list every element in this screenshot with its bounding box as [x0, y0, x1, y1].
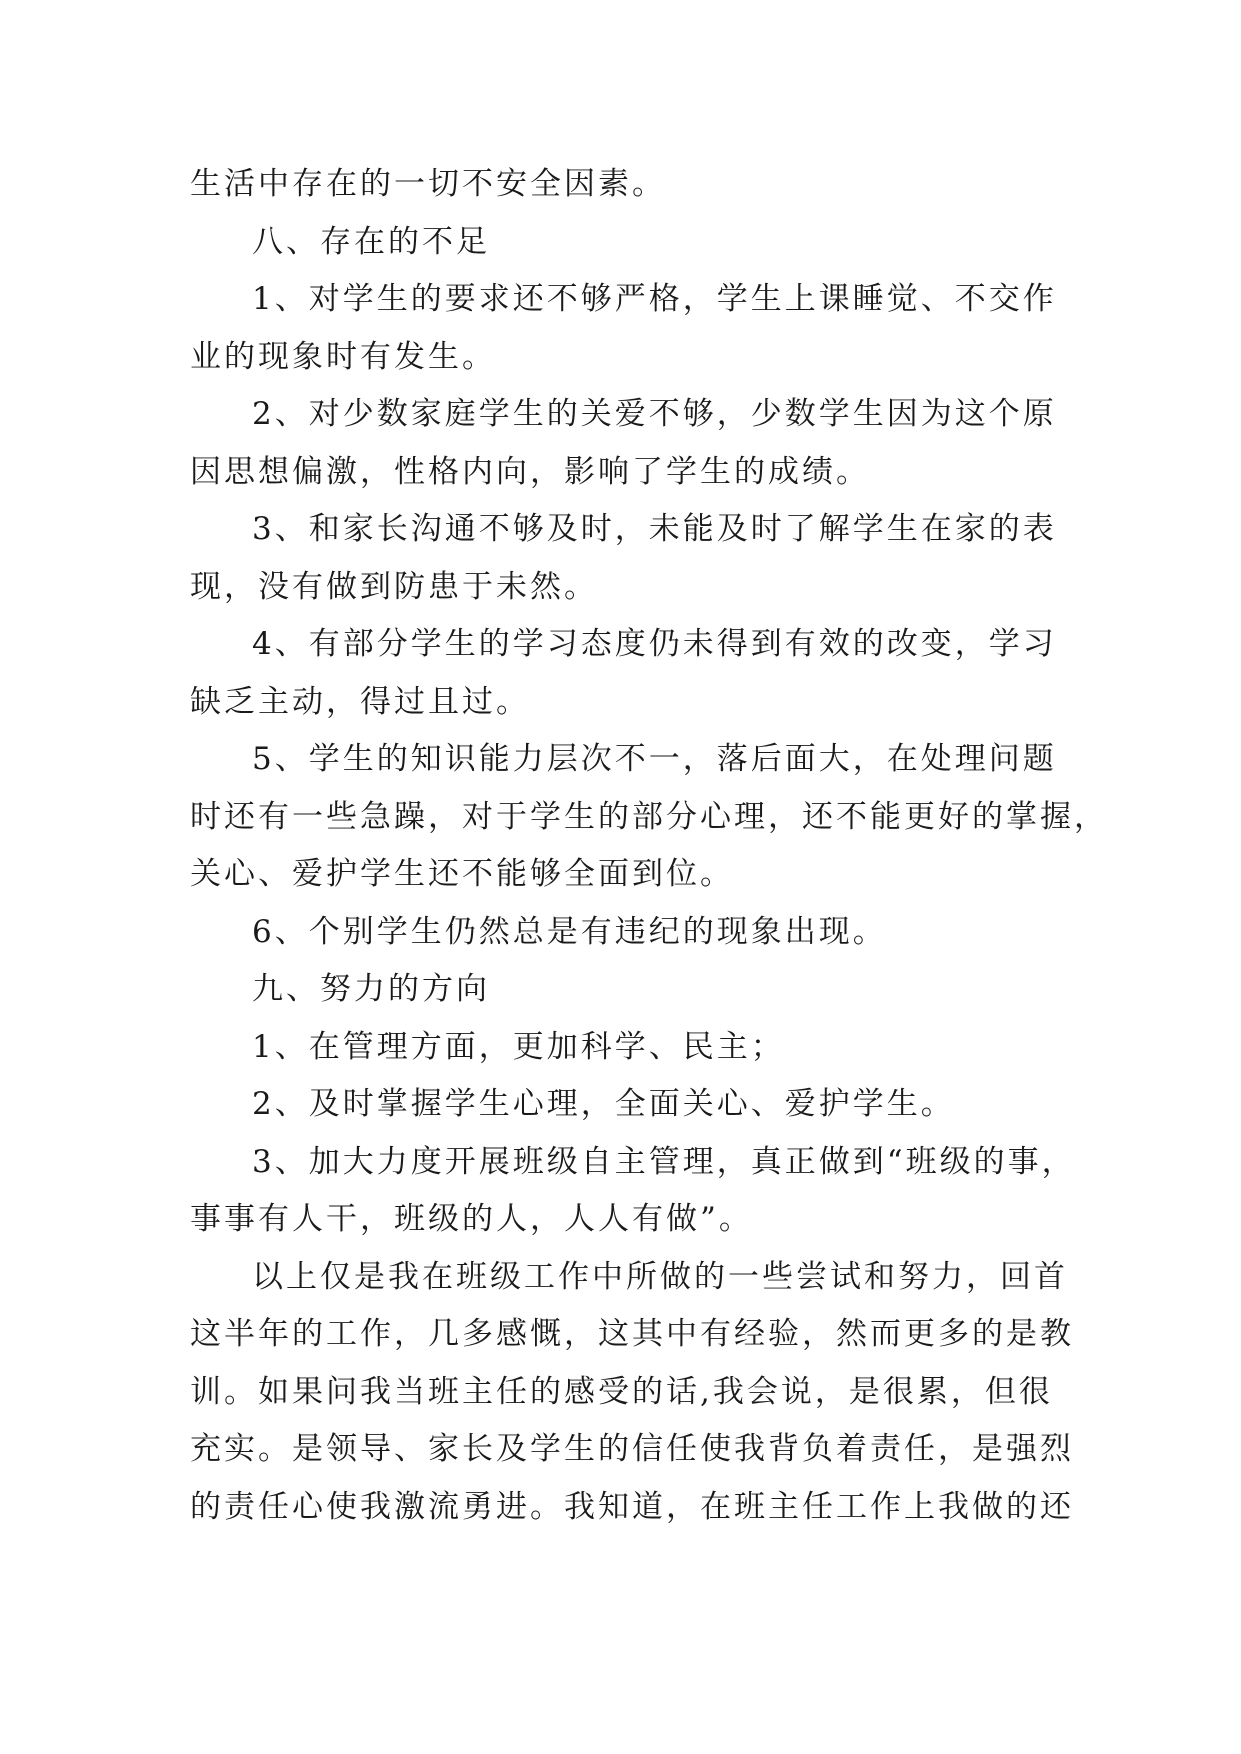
- text-line: 3、和家长沟通不够及时，未能及时了解学生在家的表: [252, 511, 1057, 547]
- text-line: 4、有部分学生的学习态度仍未得到有效的改变，学习: [252, 626, 1057, 662]
- text-line: 3、加大力度开展班级自主管理，真正做到“班级的事，: [252, 1143, 1076, 1180]
- text-line: 生活中存在的一切不安全因素。: [190, 166, 666, 202]
- section-heading: 九、努力的方向: [252, 971, 490, 1007]
- text-line: 1、在管理方面，更加科学、民主；: [252, 1028, 785, 1065]
- text-line: 1、对学生的要求还不够严格，学生上课睡觉、不交作: [252, 281, 1057, 317]
- text-line: 6、个别学生仍然总是有违纪的现象出现。: [252, 913, 887, 950]
- text-line: 事事有人干，班级的人，人人有做”。: [190, 1201, 753, 1237]
- text-line: 缺乏主动，得过且过。: [190, 683, 530, 720]
- section-heading: 八、存在的不足: [252, 223, 490, 260]
- document-body: [190, 156, 1108, 1536]
- text-line: 现，没有做到防患于未然。: [190, 568, 598, 605]
- text-line: 因思想偏激，性格内向，影响了学生的成绩。: [190, 453, 870, 490]
- text-line: 2、对少数家庭学生的关爱不够，少数学生因为这个原: [252, 396, 1057, 432]
- text-line: 2、及时掌握学生心理，全面关心、爱护学生。: [252, 1086, 955, 1122]
- text-line: 业的现象时有发生。: [190, 338, 496, 375]
- text-line: 以上仅是我在班级工作中所做的一些尝试和努力，回首: [252, 1258, 1068, 1295]
- text-line: 训。如果问我当班主任的感受的话,我会说，是很累，但很: [190, 1373, 1053, 1410]
- text-line: 关心、爱护学生还不能够全面到位。: [190, 856, 734, 892]
- text-line: 的责任心使我激流勇进。我知道，在班主任工作上我做的还: [190, 1488, 1074, 1525]
- text-line: 这半年的工作，几多感慨，这其中有经验，然而更多的是教: [190, 1316, 1074, 1352]
- text-line: 5、学生的知识能力层次不一，落后面大，在处理问题: [252, 741, 1057, 777]
- text-line: 充实。是领导、家长及学生的信任使我背负着责任，是强烈: [190, 1431, 1074, 1467]
- text-line: 时还有一些急躁，对于学生的部分心理，还不能更好的掌握，: [190, 798, 1108, 835]
